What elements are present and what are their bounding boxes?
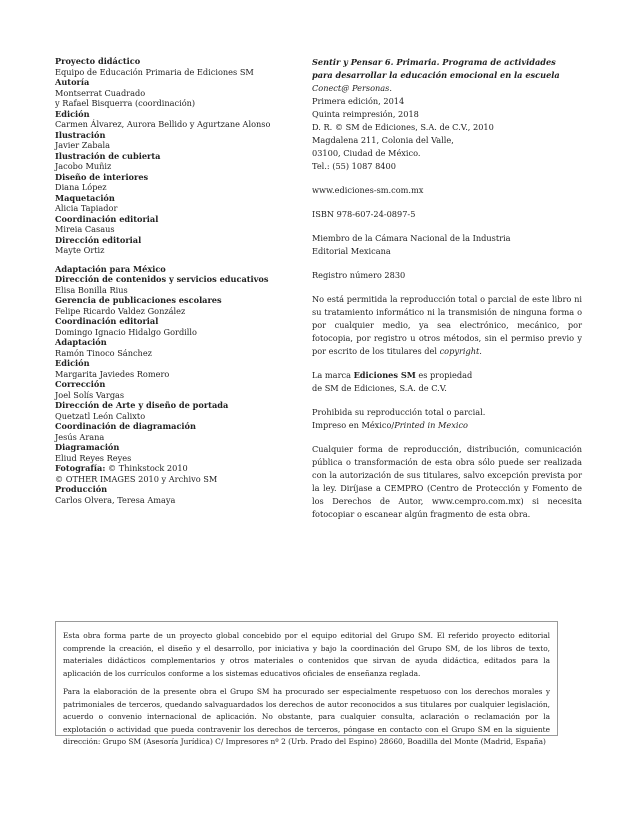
printed-italic: Printed in Mexico xyxy=(394,420,468,430)
trademark-line: de SM de Ediciones, S.A. de C.V. xyxy=(312,383,447,393)
member-line: Miembro de la Cámara Nacional de la Industria xyxy=(312,233,511,243)
trademark-suffix: es propiedad xyxy=(415,370,473,380)
credit-role: Edición xyxy=(55,358,90,368)
trademark-line xyxy=(312,369,582,382)
credit-name: Alicia Tapiador xyxy=(55,203,118,213)
credit-name: Carmen Álvarez, Aurora Bellido y Agurtzane Alonso xyxy=(55,119,271,129)
rights-word: copyright xyxy=(439,346,480,356)
credit-role: Diseño de interiores xyxy=(55,171,149,182)
credit-name: Joel Solís Vargas xyxy=(55,389,125,400)
printed-prefix: Impreso en México/ xyxy=(312,420,395,430)
legal-notice-box xyxy=(55,621,558,746)
credit-name: © OTHER IMAGES 2010 y Archivo SM xyxy=(55,473,218,484)
credit-role: Corrección xyxy=(55,379,106,389)
credit-name: Felipe Ricardo Valdez González xyxy=(55,305,186,316)
address-line: Magdalena 211, Colonia del Valle, xyxy=(312,135,454,145)
trademark-name: Ediciones SM xyxy=(353,370,416,380)
credit-name: Javier Zabala xyxy=(55,140,110,150)
printed-line xyxy=(312,419,582,432)
credit-name: Eliud Reyes Reyes xyxy=(55,452,132,463)
credit-name: Montserrat Cuadrado xyxy=(55,87,146,98)
credit-role: Dirección de contenidos y servicios educativos xyxy=(55,274,269,284)
credit-role: Producción xyxy=(55,484,108,494)
credit-role: Diagramación xyxy=(55,442,120,452)
rights-text: No está permitida la reproducción total o parcial de este libro ni su tratamiento informático ni la transmisión de ninguna forma o por cualquier medio, ya sea electrónico, mecánico, por fotocopia, por registro u otros métodos, sin el permiso previo y por escrito de los titulares del xyxy=(312,294,582,356)
copyright-line: D. R. © SM de Ediciones, S.A. de C.V., 2010 xyxy=(312,122,494,132)
credit-role: Ilustración xyxy=(55,129,106,140)
notice-paragraph: Para la elaboración de la presente obra el Grupo SM ha procurado ser especialmente respetuoso con los derechos morales y patrimoniales de terceros, quedando salvaguardados los derechos de autor reconocidos a sus titulares por cualquier legislación, acuerdo o convenio internacional de aplicación. No obstante, para cualquier consulta, aclaración o reclamación por la explotación o actividad que pueda contravenir los derechos de terceros, póngase en contacto con el Grupo SM en la siguiente dirección: Grupo SM (Asesoría Jurídica) C/ Impresores nº 2 (Urb. Prado del Espino) 28660, Boadilla del Monte (Madrid, España) xyxy=(63,687,550,746)
credit-role: Coordinación de diagramación xyxy=(55,421,196,431)
section-heading: Adaptación para México xyxy=(55,263,166,274)
publication-info xyxy=(312,56,582,521)
credit-role: Dirección de Arte y diseño de portada xyxy=(55,400,229,410)
address-line: 03100, Ciudad de México. xyxy=(312,148,421,158)
isbn: ISBN 978-607-24-0897-5 xyxy=(312,209,416,219)
credit-name: Mireia Casaus xyxy=(55,224,115,234)
credit-name: Quetzatl León Calixto xyxy=(55,410,146,421)
credit-name: Ramón Tinoco Sánchez xyxy=(55,347,152,358)
credit-name: Diana López xyxy=(55,182,107,192)
trademark-prefix: La marca xyxy=(312,370,354,380)
book-title: Sentir y Pensar 6. Primaria. Programa de actividades xyxy=(312,57,556,67)
credits-column xyxy=(55,56,305,505)
rights-end: . xyxy=(479,346,482,356)
rights-notice xyxy=(312,293,582,358)
credit-name: Margarita Javiedes Romero xyxy=(55,368,170,379)
credit-name: Elisa Bonilla Rius xyxy=(55,284,128,295)
credit-role: Dirección editorial xyxy=(55,234,142,245)
credit-role: Adaptación xyxy=(55,337,107,347)
credit-role: Coordinación editorial xyxy=(55,316,159,326)
prohibited-line: Prohibida su reproducción total o parcial. xyxy=(312,407,486,417)
series-name: Conect@ Personas. xyxy=(312,83,392,93)
credit-role: Fotografía: xyxy=(55,463,106,473)
member-line: Editorial Mexicana xyxy=(312,246,391,256)
spacer xyxy=(55,256,305,264)
phone: Tel.: (55) 1087 8400 xyxy=(312,161,396,171)
credit-role: Proyecto didáctico xyxy=(55,56,141,66)
credit-inline: © Thinkstock 2010 xyxy=(105,463,188,473)
credit-role: Edición xyxy=(55,108,90,119)
first-edition: Primera edición, 2014 xyxy=(312,96,405,106)
book-title: para desarrollar la educación emocional en la escuela xyxy=(312,70,560,80)
credit-role: Ilustración de cubierta xyxy=(55,150,161,161)
credit-name: Jesús Arana xyxy=(55,431,105,442)
credit-role: Coordinación editorial xyxy=(55,213,159,224)
credit-role: Gerencia de publicaciones escolares xyxy=(55,295,222,305)
credit-name: Jacobo Muñiz xyxy=(55,161,112,171)
credit-role: Maquetación xyxy=(55,192,115,203)
photography-credit xyxy=(55,463,305,474)
registry-number: Registro número 2830 xyxy=(312,270,406,280)
credit-name: Carlos Olvera, Teresa Amaya xyxy=(55,494,176,505)
credit-name: y Rafael Bisquerra (coordinación) xyxy=(55,98,196,108)
credit-name: Mayte Ortiz xyxy=(55,245,105,255)
credit-name: Equipo de Educación Primaria de Ediciones SM xyxy=(55,66,254,77)
credit-name: Domingo Ignacio Hidalgo Gordillo xyxy=(55,326,197,337)
notice-paragraph: Esta obra forma parte de un proyecto global concebido por el equipo editorial del Grupo SM. El referido proyecto editorial comprende la creación, el diseño y el desarrollo, por iniciativa y bajo la coordinación del Grupo SM, de los libros de texto, materiales didácticos complementarios y otros materiales o contenidos que sirvan de ayuda didáctica, editados para la aplicación de los currículos conforme a los sistemas educativos oficiales de enseñanza reglada. xyxy=(63,631,550,678)
reprint: Quinta reimpresión, 2018 xyxy=(312,109,419,119)
credit-role: Autoría xyxy=(55,77,90,87)
cempro-notice: Cualquier forma de reproducción, distribución, comunicación pública o transformación de esta obra sólo puede ser realizada con la autorización de sus titulares, salvo excepción prevista por la ley. Diríjase a CEMPRO (Centro de Protección y Fomento de los Derechos de Autor, www.cempro.com.mx) si necesita fotocopiar o escanear algún fragmento de esta obra. xyxy=(312,444,582,519)
website: www.ediciones-sm.com.mx xyxy=(312,185,424,195)
